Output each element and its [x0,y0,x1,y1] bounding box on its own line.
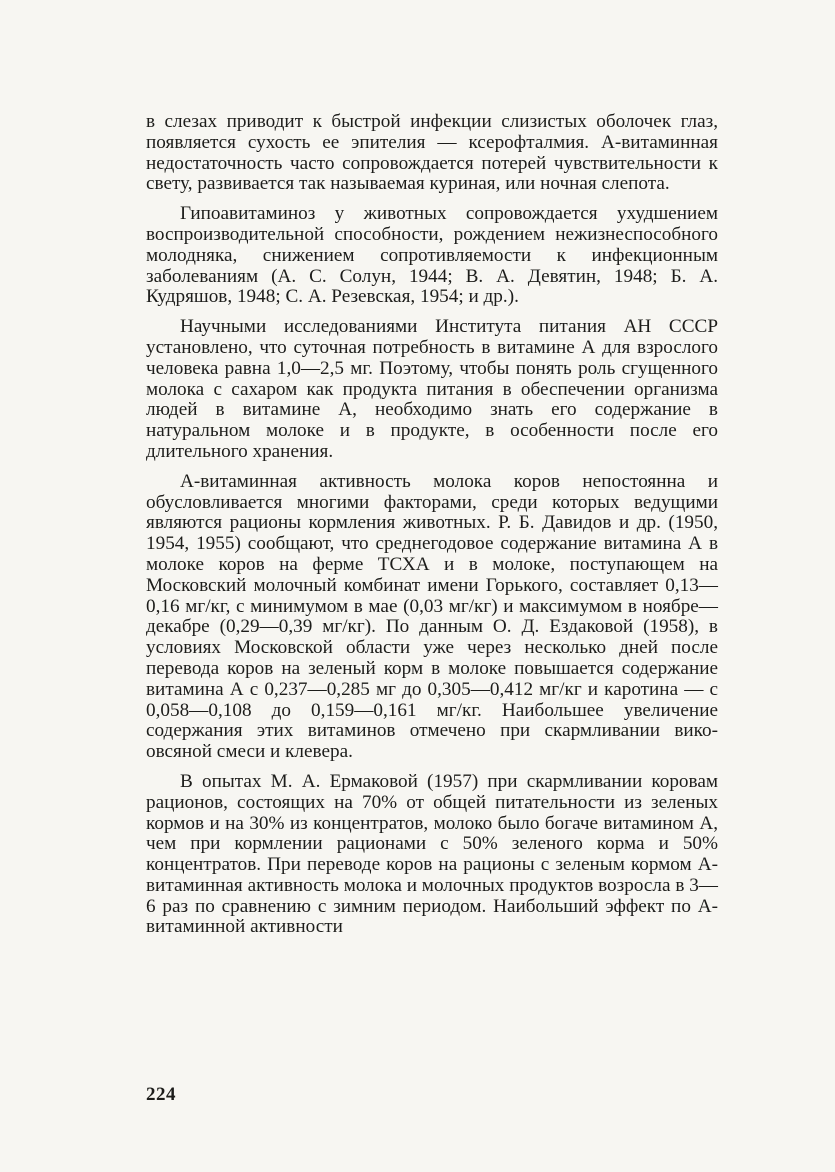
paragraph-5: В опытах М. А. Ермаковой (1957) при скармливании коровам рационов, состоящих на 70% от общей питательности из зеленых кормов и на 30% из концентратов, молоко было богаче витамином А, чем при кормлении рационами с 50% зеленого корма и 50% концентратов. При переводе коров на рационы с зеленым кормом А-витаминная активность молока и молочных продуктов возросла в 3—6 раз по сравнению с зимним периодом. Наибольший эффект по А-витаминной активности [146,770,718,938]
paragraph-2: Гипоавитаминоз у животных сопровождается ухудшением воспроизводительной способности, рождением нежизнеспособного молодняка, снижением сопротивляемости к инфекционным заболеваниям (А. С. Солун, 1944; В. А. Девятин, 1948; Б. А. Кудряшов, 1948; С. А. Резевская, 1954; и др.). [146,203,718,308]
paragraph-1: в слезах приводит к быстрой инфекции слизистых оболочек глаз, появляется сухость ее эпителия — ксерофталмия. А-витаминная недостаточность часто сопровождается потерей чувствительности к свету, развивается так называемая куриная, или ночная слепота. [146,111,718,195]
page-text [146,112,718,947]
paragraph-4: А-витаминная активность молока коров непостоянна и обусловливается многими факторами, среди которых ведущими являются рационы кормления животных. Р. Б. Давидов и др. (1950, 1954, 1955) сообщают, что среднегодовое содержание витамина А в молоке коров на ферме ТСХА и в молоке, поступающем на Московский молочный комбинат имени Горького, составляет 0,13—0,16 мг/кг, с минимумом в мае (0,03 мг/кг) и максимумом в ноябре—декабре (0,29—0,39 мг/кг). По данным О. Д. Ездаковой (1958), в условиях Московской области уже через несколько дней после перевода коров на зеленый корм в молоке повышается содержание витамина А с 0,237—0,285 мг до 0,305—0,412 мг/кг и каротина — с 0,058—0,108 до 0,159—0,161 мг/кг. Наибольшее увеличение содержания этих витаминов отмечено при скармливании вико-овсяной смеси и клевера. [146,470,718,763]
paragraph-3: Научными исследованиями Института питания АН СССР установлено, что суточная потребность в витамине А для взрослого человека равна 1,0—2,5 мг. Поэтому, чтобы понять роль сгущенного молока с сахаром как продукта питания в обеспечении организма людей в витамине А, необходимо знать его содержание в натуральном молоке и в продукте, в особенности после его длительного хранения. [146,316,718,462]
page-number: 224 [146,1084,176,1105]
